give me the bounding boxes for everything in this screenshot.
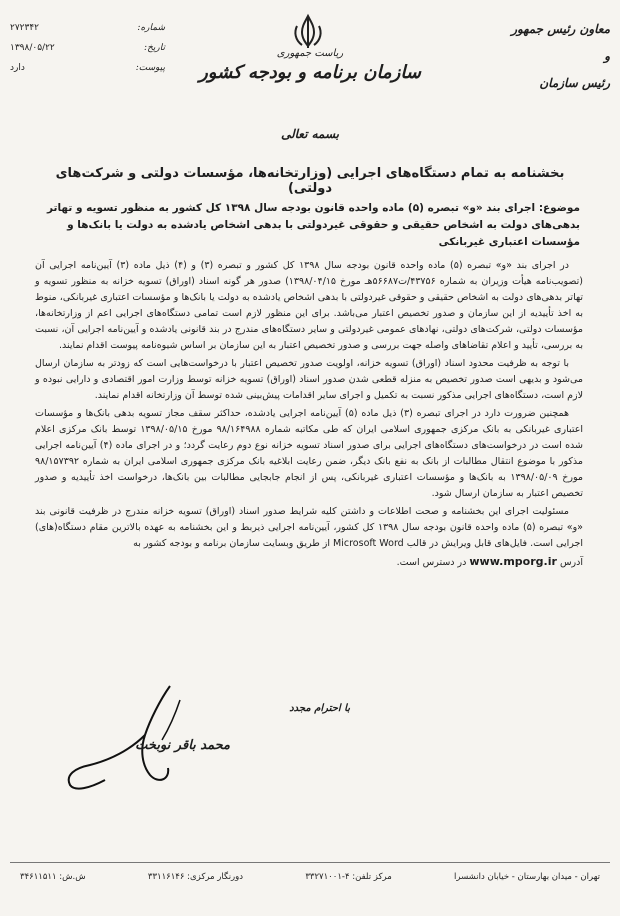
- meta-attachment-value: دارد: [10, 63, 25, 73]
- meta-number-label: شماره:: [137, 23, 165, 33]
- body-paragraph-1: در اجرای بند «و» تبصره (۵) ماده واحده قانون بودجه سال ۱۳۹۸ کل کشور و تبصره (۳) و (۴) ذیل ماده (۳) آیین‌نامه اجرایی آن (تصویب‌نامه هیأت وزیران به شماره ۴۳۷۵۶/ت۵۶۶۸۷هـ مورخ ۱۳۹۸/۰۴/۱۵) صدور هر گونه اسناد (اوراق) تسویه خزانه به منظور تسویه و تهاتر بدهی‌های دولت به اشخاص حقیقی و حقوقی غیردولتی با بدهی اشخاص یادشده به دولت یا بانک‌ها و مؤسسات اعتباری غیربانکی، منوط به اخذ تأییدیه از این سازمان و صدور تخصیص اعتبار می‌باشد. برای این منظور لازم است تمامی دستگاه‌های اجرایی اعم از وزارتخانه‌ها، مؤسسات دولتی، شرکت‌های دولتی، نهادهای عمومی غیردولتی و سایر دستگاه‌های مندرج در بند قانونی یادشده و آیین‌نامه اجرایی آن، نسبت به بررسی، تأیید و اعلام تقاضاهای واصله جهت بررسی و صدور تخصیص اعتبار به این سازمان بر اساس شیوه‌نامه پیوست اقدام نمایند.: [35, 260, 583, 351]
- bismillah: بسمه تعالی: [280, 127, 340, 141]
- website-link[interactable]: www.mporg.ir: [469, 555, 557, 568]
- letter-meta: [10, 18, 165, 78]
- footer-divider: [10, 862, 610, 863]
- footer-address: تهران - میدان بهارستان - خیابان دانشسرا: [454, 872, 600, 882]
- meta-number-row: [10, 18, 165, 38]
- official-title-line-1: معاون رئیس جمهور: [511, 22, 610, 36]
- letterhead-footer: [20, 872, 600, 882]
- closing-phrase: با احترام مجدد: [289, 703, 350, 714]
- footer-postal-code: ش.ش: ۳۴۶۱۱۵۱۱: [20, 872, 86, 882]
- official-title-line-3: رئیس سازمان: [539, 76, 610, 90]
- circular-title: بخشنامه به تمام دستگاه‌های اجرایی (وزارتخانه‌ها، مؤسسات دولتی و شرکت‌های دولتی): [55, 166, 565, 196]
- footer-phone: مرکز تلفن: ۴-۳۳۲۷۱۰۰۱: [305, 872, 392, 882]
- footer-fax: دورنگار مرکزی: ۳۳۱۱۶۱۴۶: [147, 872, 244, 882]
- body-paragraph-4: مسئولیت اجرای این بخشنامه و صحت اطلاعات و داشتن کلیه شرایط صدور اسناد (اوراق) تسویه خزانه مندرج در ظرفیت قانونی بند «و» تبصره (۵) ماده واحده قانون بودجه سال ۱۳۹۸ کل کشور، آیین‌نامه اجرایی ذیربط و این بخشنامه به عهده بالاترین مقام دستگاه(های) اجرایی است. فایل‌های قابل ویرایش در قالب Microsoft Word از طریق وبسایت سازمان برنامه و بودجه کشور به: [35, 506, 583, 549]
- website-line: [35, 554, 583, 571]
- subject-line: موضوع: اجرای بند «و» تبصره (۵) ماده واحده قانون بودجه سال ۱۳۹۸ کل کشور به منظور تسویه و تهاتر بدهی‌های دولت به اشخاص حقیقی و حقوقی غیردولتی با بدهی اشخاص یادشده به دولت یا بانک‌ها و مؤسسات اعتباری غیربانکی: [47, 202, 580, 248]
- body-paragraph-3: همچنین ضرورت دارد در اجرای تبصره (۳) ذیل ماده (۵) آیین‌نامه اجرایی یادشده، حداکثر سقف مجاز تسویه بدهی بانک‌ها و مؤسسات اعتباری غیربانکی به بانک مرکزی جمهوری اسلامی ایران که طی مکاتبه شماره ۹۸/۱۶۴۹۸۸ مورخ ۱۳۹۸/۰۵/۱۵ توسط بانک مرکزی اعلام شده است در درخواست‌های دستگاه‌های اجرایی برای صدور اسناد تسویه خزانه نوع دوم رعایت گردد؛ و در اجرای ماده (۴) آیین‌نامه اجرایی مذکور با موضوع انتقال مطالبات از بانک به نفع بانک دیگر، ضمن رعایت ابلاغیه بانک مرکزی جمهوری اسلامی ایران به شماره ۹۸/۱۵۷۳۹۲ مورخ ۱۳۹۸/۰۵/۰۹ به بانک‌ها و مؤسسات اعتباری غیربانکی، پس از انجام جابجایی مطالبات بین بانک‌ها، درخواست اخذ تأییدیه و صدور تخصیص اعتبار به سازمان ارسال شود.: [35, 408, 584, 499]
- address-suffix: در دسترس است.: [396, 557, 467, 568]
- official-title-line-2: و: [604, 49, 610, 63]
- org-name: سازمان برنامه و بودجه کشور: [199, 62, 421, 83]
- meta-attachment-label: پیوست:: [135, 63, 165, 73]
- meta-date-label: تاریخ:: [144, 43, 165, 53]
- iran-emblem-icon: [288, 12, 328, 52]
- signatory-name: محمد باقر نوبخت: [135, 738, 230, 753]
- letter-body: [35, 258, 583, 571]
- meta-date-row: [10, 38, 165, 58]
- meta-number-value: ۲۷۲۳۴۲: [10, 23, 40, 33]
- meta-attachment-row: [10, 58, 165, 78]
- org-subheading: ریاست جمهوری: [276, 48, 344, 59]
- meta-date-value: ۱۳۹۸/۰۵/۲۲: [10, 43, 55, 53]
- address-prefix: آدرس: [559, 557, 583, 568]
- official-title: [490, 16, 610, 97]
- body-paragraph-2: با توجه به ظرفیت محدود اسناد (اوراق) تسویه خزانه، اولویت صدور تخصیص اعتبار با درخواست‌هایی است که زودتر به سازمان ارسال می‌شود و بدیهی است صدور تخصیص به منزله قطعی شدن صدور اسناد (اوراق) تسویه خزانه توسط وزارت امور اقتصادی و دارایی نبوده و لازم است، دستگاه‌های اجرایی مذکور نسبت به تکمیل و اجرای سایر اقدامات پیش‌بینی شده توسط آن وزارتخانه اقدام نمایند.: [35, 358, 583, 401]
